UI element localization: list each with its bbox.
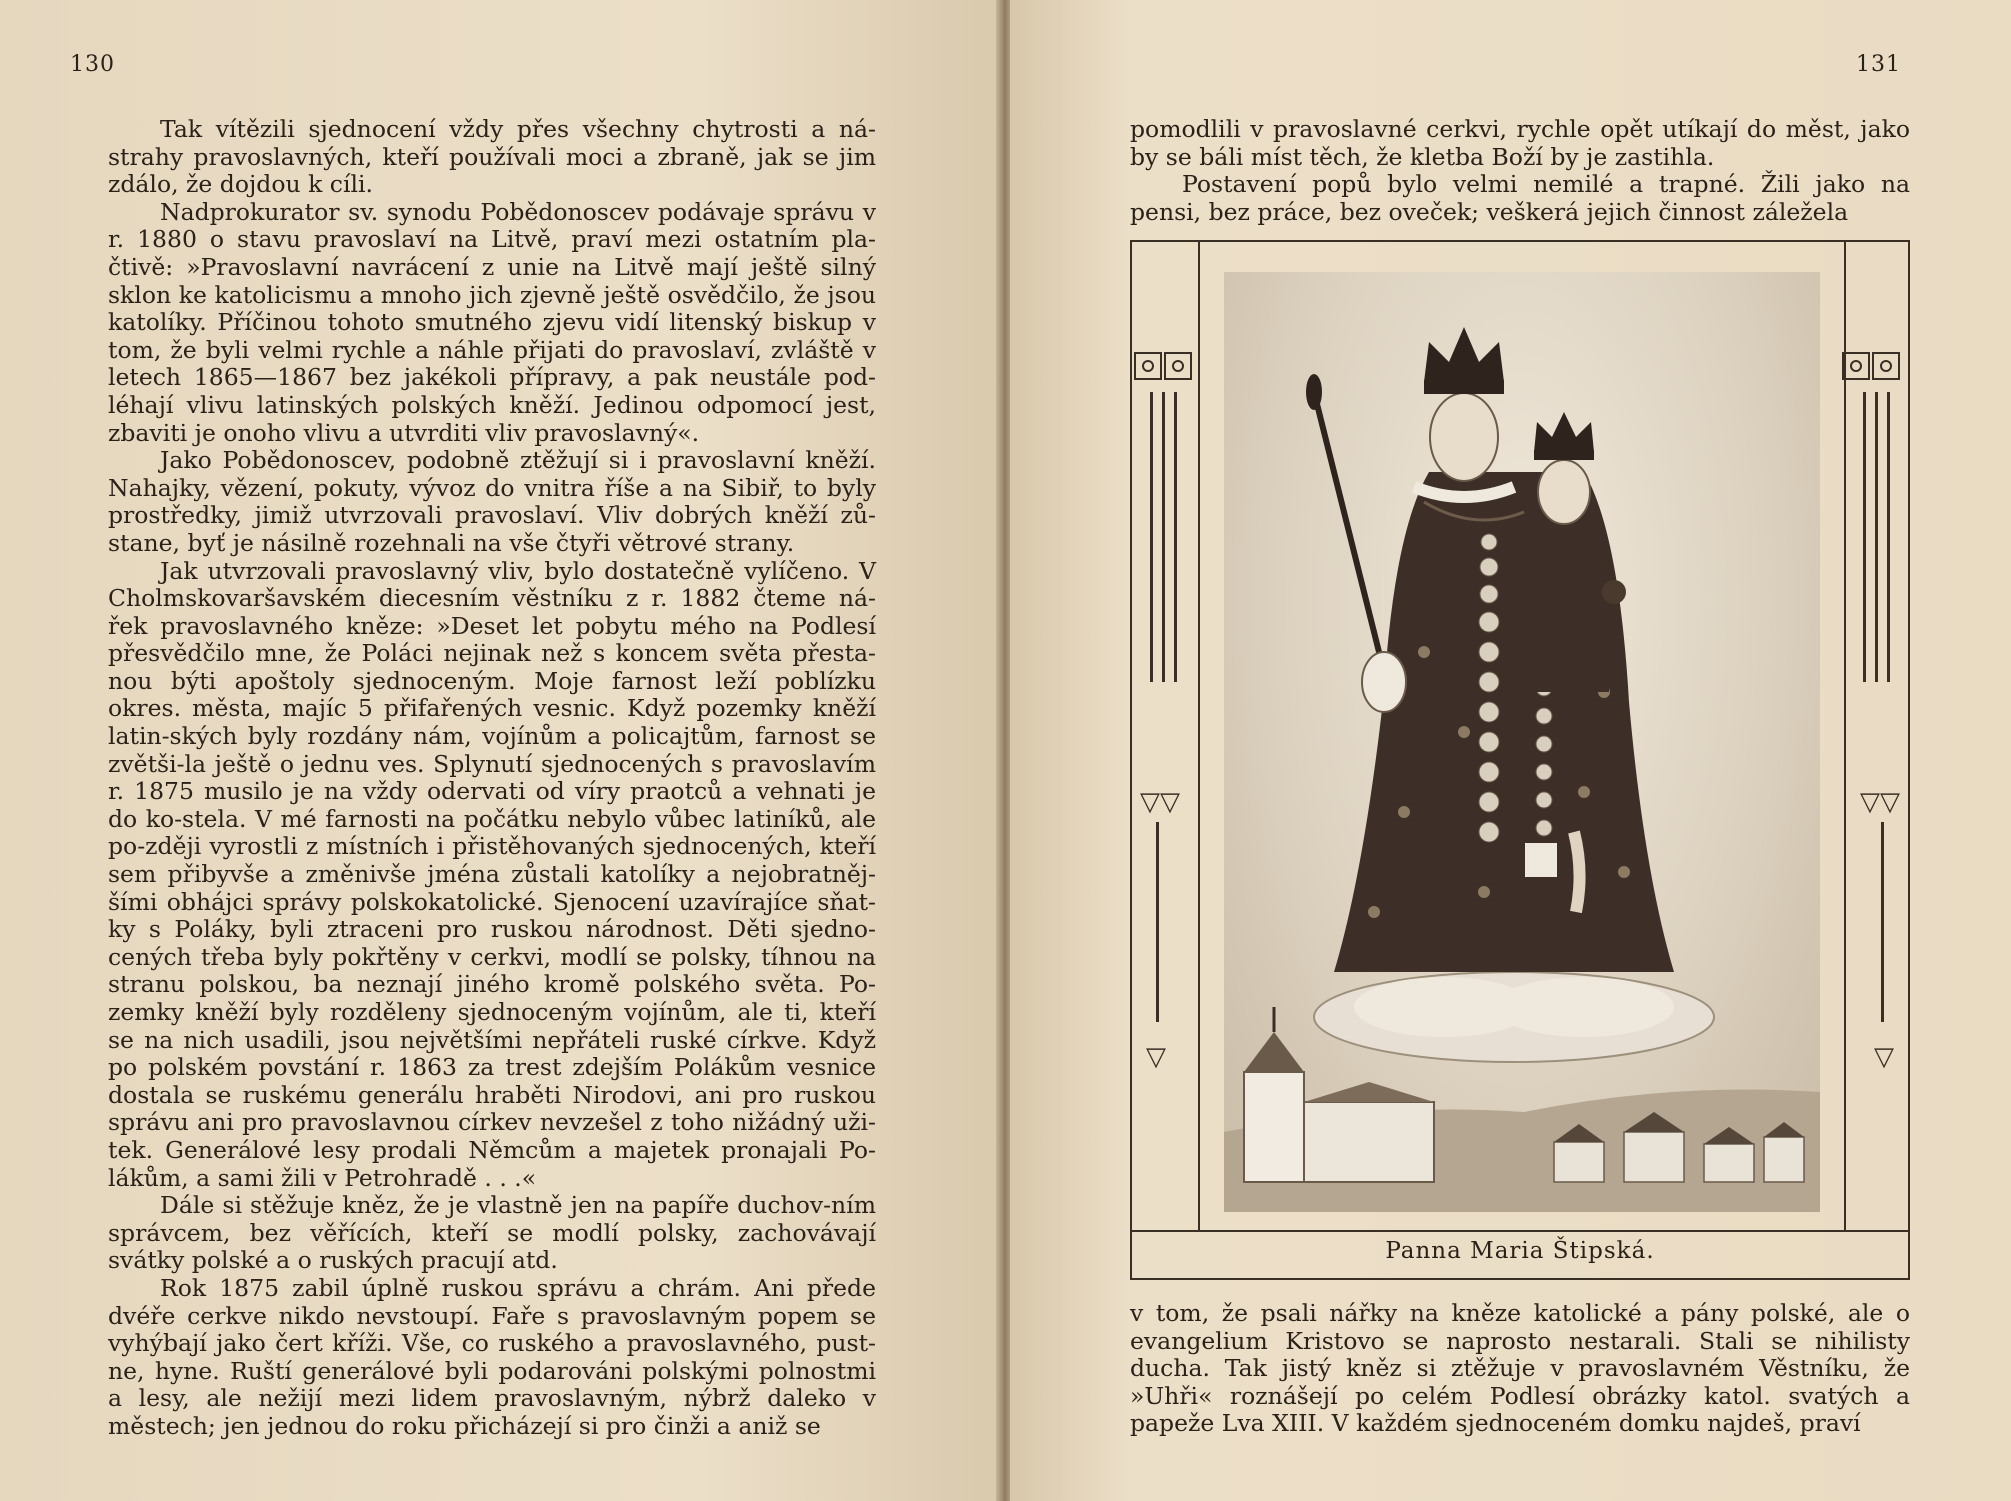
paragraph: Tak vítězili sjednocení vždy přes všechny chytrosti a ná-strahy pravoslavných, kteří používali moci a zbraně, jak se jim zdálo, že dojdou k cíli. [108,115,876,199]
body-text-bottom [1130,1300,1910,1438]
ornament-square-icon [1134,352,1162,380]
ornament-rail [1875,392,1878,682]
frame-ornament-left [1164,352,1198,384]
frame-ornament-right [1842,352,1876,384]
paragraph: Rok 1875 zabil úplně ruskou správu a chrám. Ani přede dvéře cerkve nikdo nevstoupí. Faře s pravoslavným popem se vyhýbají jako čert kříži. Vše, co ruského a pravoslavného, pust-ne, hyne. Ruští generálové byli podarováni polskými polnostmi a lesy, ale nežijí mezi lidem pravoslavným, nýbrž daleko v městech; jen jednou do roku přicházejí si pro činži a aniž se [108,1273,876,1440]
ornament-rail [1887,392,1890,682]
paragraph: v tom, že psali nářky na kněze katolické a pány polské, ale o evangelium Kristovo se naprosto nestarali. Stali se nihilisty ducha. Tak jistý kněz si ztěžuje v pravoslavném Věstníku, že »Uhři« roznášejí po celém Podlesí obrázky katol. svatých a papeže Lva XIII. V každém sjednoceném domku najdeš, praví [1130,1299,1910,1438]
ornament-square-icon [1872,352,1900,380]
body-text [108,116,876,1441]
madonna-engraving-icon [1224,272,1820,1212]
paragraph: Nadprokurator sv. synodu Pobědonoscev podávaje správu v r. 1880 o stavu pravoslaví na Litvě, praví mezi ostatním pla-čtivě: »Pravoslavní navrácení z unie na Litvě mají ještě silný sklon ke katolicismu a mnoho jich zjevně ještě osvědčilo, že jsou katolíky. Příčinou tohoto smutného zjevu vidí litenský biskup v tom, že byli velmi rychle a náhle přijati do pravoslaví, zvláště v letech 1865—1867 bez jakékoli přípravy, a pak neustále pod-léhají vlivu latinských polských kněží. Jedinou odpomocí jest, zbaviti je onoho vlivu a utvrditi vliv pravoslavný«. [108,197,876,447]
ornament-rail [1150,392,1153,682]
right-page [1010,0,2011,1501]
ornament-rail [1174,392,1177,682]
ornament-square-icon [1164,352,1192,380]
figure-frame [1130,240,1910,1280]
page-number: 131 [1856,52,1901,77]
ornament-shield-icon: ▽▽ [1860,787,1900,817]
paragraph: Jako Pobědonoscev, podobně ztěžují si i pravoslavní kněží. Nahajky, vězení, pokuty, vývoz do vnitra říše a na Sibiř, to byly prostředky, jimiž utvrzovali pravoslaví. Vliv dobrých kněží zů-stane, byť je násilně rozehnali na vše čtyři větrové strany. [108,446,876,557]
page-number: 130 [70,52,115,77]
body-text-top [1130,116,1910,226]
ornament-shield-icon: ▽▽ [1140,787,1180,817]
ornament-square-icon [1842,352,1870,380]
left-page [0,0,1000,1501]
ornament-rail [1156,822,1159,1022]
paragraph: Jak utvrzovali pravoslavný vliv, bylo dostatečně vylíčeno. V Cholmskovaršavském diecesním věstníku z r. 1882 čteme ná-řek pravoslavného kněze: »Deset let pobytu mého na Podlesí přesvědčilo mne, že Poláci nejinak než s koncem světa přesta-nou býti apoštoly sjednoceným. Moje farnost leží poblízku okres. města, majíc 5 přifařených vesnic. Když pozemky kněží latin-ských byly rozdány nám, vojínům a policajtům, farnost se zvětši-la ještě o jednu ves. Splynutí sjednocených s pravoslavím r. 1875 musilo je na vždy odervati od víry praotců a vehnati je do ko-stela. V mé farnosti na počátku nebylo vůbec latiníků, ale po-zději vyrostli z místních i přistěhovaných sjednocených, kteří sem přibyvše a změnivše jména zůstali katolíky a nejobratněj-šími obhájci správy polskokatolické. Sjenocení uzavírajíce sňat-ky s Poláky, byli ztraceni pro ruskou národnost. Děti sjedno-cených třeba byly pokřtěny v cerkvi, modlí se polsky, tíhnou na stranu polskou, ba neznají jiného kromě polského světa. Po-zemky kněží byly rozděleny sjednoceným vojínům, ale ti, kteří se na nich usadili, jsou největšími nepřáteli ruské církve. Když po polském povstání r. 1863 za trest zdejším Polákům vesnice dostala se ruskému generálu hraběti Nirodovi, ani pro ruskou správu ani pro pravoslavnou církev nevzešel z toho nižádný uži-tek. Generálové lesy prodali Němcům a majetek pronajali Po-lákům, a sami žili v Petrohradě . . .« [108,556,876,1192]
ornament-rail [1863,392,1866,682]
madonna-and-child-image [1224,272,1820,1212]
paragraph: Postavení popů bylo velmi nemilé a trapné. Žili jako na pensi, bez práce, bez oveček; veškerá jejich činnost záležela [1130,170,1910,226]
ornament-shield-icon: ▽ [1874,1042,1894,1072]
ornament-shield-icon: ▽ [1146,1042,1166,1072]
figure-caption: Panna Maria Štipská. [1385,1238,1655,1264]
frame-ornament-left [1134,352,1168,384]
frame-ornament-right [1872,352,1906,384]
paragraph: Dále si stěžuje kněz, že je vlastně jen na papíře duchov-ním správcem, bez věřících, kteří se modlí polsky, zachovávají svátky polské a o ruských pracují atd. [108,1191,876,1275]
ornament-rail [1881,822,1884,1022]
paragraph: pomodlili v pravoslavné cerkvi, rychle opět utíkají do měst, jako by se báli míst těch, že kletba Boží by je zastihla. [1130,115,1910,171]
caption-divider [1132,1230,1908,1232]
ornament-rail [1162,392,1165,682]
